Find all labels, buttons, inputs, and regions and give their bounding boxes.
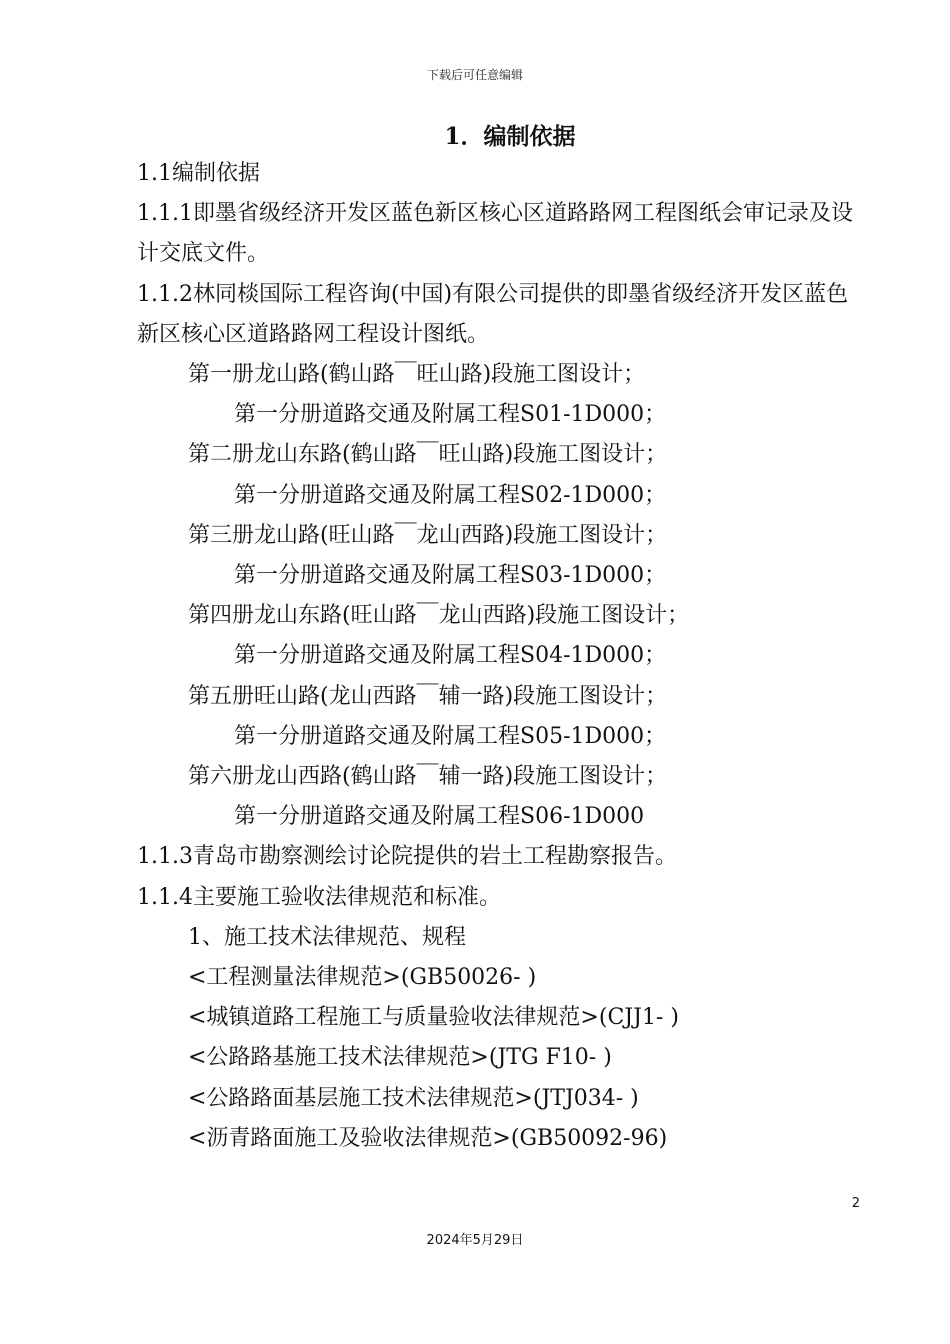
page-header: 下载后可任意编辑 — [426, 68, 523, 82]
subvolume-item-2: 第一分册道路交通及附属工程S02-1D000； — [234, 482, 667, 508]
page-footer-date: 2024年5月29日 — [426, 1233, 524, 1248]
volume-item-6: 第六册龙山西路(鹤山路￣辅一路)段施工图设计； — [188, 764, 668, 790]
subvolume-item-5: 第一分册道路交通及附属工程S05-1D000； — [234, 723, 667, 749]
paragraph-1-1-1: 1.1.1即墨省级经济开发区蓝色新区核心区道路路网工程图纸会审记录及设计交底文件。 — [137, 201, 853, 267]
paragraph-1-1-3: 1.1.3青岛市勘察测绘讨论院提供的岩土工程勘察报告。 — [137, 844, 677, 870]
volume-item-5: 第五册旺山路(龙山西路￣辅一路)段施工图设计； — [188, 683, 668, 709]
page-number: 2 — [851, 1196, 860, 1211]
volume-item-3: 第三册龙山路(旺山路￣龙山西路)段施工图设计； — [188, 522, 668, 548]
subvolume-item-4: 第一分册道路交通及附属工程S04-1D000； — [234, 643, 667, 669]
standard-item-5: <沥青路面施工及验收法律规范>(GB50092-96) — [188, 1125, 668, 1151]
paragraph-1-1-4: 1.1.4主要施工验收法律规范和标准。 — [137, 884, 501, 910]
paragraph-1-1-2: 1.1.2林同棪国际工程咨询(中国)有限公司提供的即墨省级经济开发区蓝色新区核心区道路路网工程设计图纸。 — [137, 281, 849, 347]
standard-item-2: <城镇道路工程施工与质量验收法律规范>(CJJ1- ) — [188, 1005, 679, 1031]
volume-item-2: 第二册龙山东路(鹤山路￣旺山路)段施工图设计； — [188, 442, 668, 468]
volume-item-4: 第四册龙山东路(旺山路￣龙山西路)段施工图设计； — [188, 603, 690, 629]
volume-item-1: 第一册龙山路(鹤山路￣旺山路)段施工图设计； — [188, 362, 646, 388]
subvolume-item-1: 第一分册道路交通及附属工程S01-1D000； — [234, 402, 667, 428]
subvolume-item-3: 第一分册道路交通及附属工程S03-1D000； — [234, 563, 667, 589]
section-title: 1．编制依据 — [444, 123, 576, 150]
list-heading-1: 1、施工技术法律规范、规程 — [188, 924, 466, 950]
standard-item-3: <公路路基施工技术法律规范>(JTG F10- ) — [188, 1045, 612, 1071]
standard-item-1: <工程测量法律规范>(GB50026- ) — [188, 965, 537, 991]
subsection-heading: 1.1编制依据 — [137, 161, 260, 186]
subvolume-item-6: 第一分册道路交通及附属工程S06-1D000 — [234, 804, 645, 830]
standard-item-4: <公路路面基层施工技术法律规范>(JTJ034- ) — [188, 1085, 639, 1111]
document-body — [137, 154, 867, 1159]
